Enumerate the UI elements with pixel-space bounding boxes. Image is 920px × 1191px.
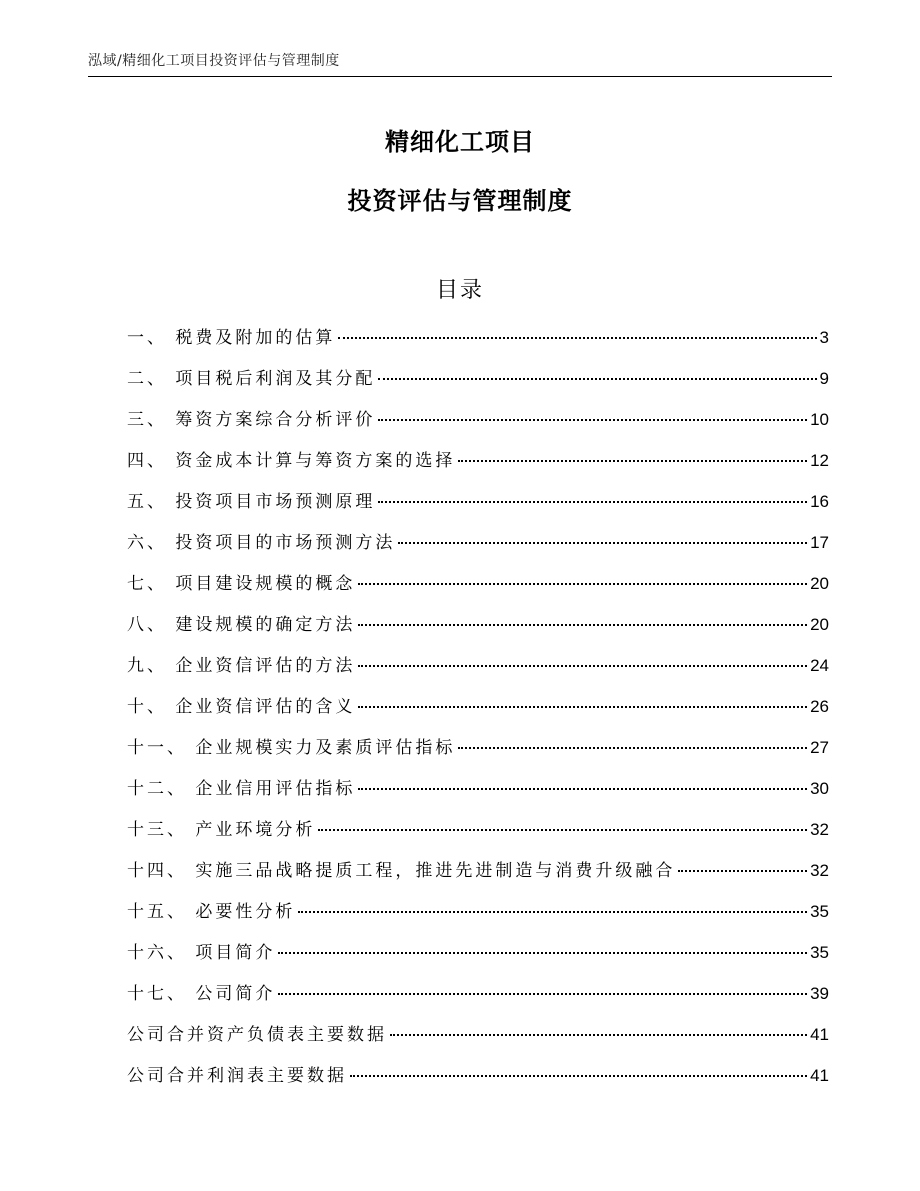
toc-entry-page: 9 xyxy=(819,369,829,388)
toc-entry[interactable] xyxy=(127,897,829,938)
toc-entry-page: 30 xyxy=(810,779,829,798)
toc-heading: 目录 xyxy=(435,278,484,303)
toc-entry-label: 十六、 项目简介 xyxy=(127,943,276,963)
table-of-contents xyxy=(127,323,829,1102)
running-header: 泓域/精细化工项目投资评估与管理制度 xyxy=(88,53,340,69)
toc-dot-leader xyxy=(338,337,816,339)
toc-dot-leader xyxy=(678,870,807,872)
toc-entry-page: 41 xyxy=(810,1025,829,1044)
toc-entry-page: 24 xyxy=(810,656,829,675)
toc-dot-leader xyxy=(358,583,807,585)
toc-entry-page: 20 xyxy=(810,615,829,634)
toc-entry-page: 27 xyxy=(810,738,829,757)
toc-entry[interactable] xyxy=(127,938,829,979)
toc-entry[interactable] xyxy=(127,1061,829,1102)
toc-entry-page: 10 xyxy=(810,410,829,429)
toc-entry-page: 26 xyxy=(810,697,829,716)
toc-entry[interactable] xyxy=(127,1020,829,1061)
toc-entry[interactable] xyxy=(127,405,829,446)
toc-entry-label: 五、 投资项目市场预测原理 xyxy=(127,492,376,512)
toc-entry-label: 七、 项目建设规模的概念 xyxy=(127,574,356,594)
toc-entry-label: 十五、 必要性分析 xyxy=(127,902,296,922)
toc-dot-leader xyxy=(350,1075,807,1077)
toc-entry-label: 九、 企业资信评估的方法 xyxy=(127,656,356,676)
toc-entry-label: 公司合并资产负债表主要数据 xyxy=(127,1025,387,1045)
toc-entry-page: 20 xyxy=(810,574,829,593)
toc-entry[interactable] xyxy=(127,692,829,733)
toc-dot-leader xyxy=(318,829,807,831)
toc-entry-page: 17 xyxy=(810,533,829,552)
toc-entry[interactable] xyxy=(127,979,829,1020)
toc-dot-leader xyxy=(278,993,807,995)
toc-entry[interactable] xyxy=(127,364,829,405)
toc-entry-page: 32 xyxy=(810,820,829,839)
toc-entry[interactable] xyxy=(127,323,829,364)
document-title-line2: 投资评估与管理制度 xyxy=(347,187,573,215)
toc-dot-leader xyxy=(378,501,807,503)
toc-dot-leader xyxy=(378,419,807,421)
toc-dot-leader xyxy=(358,788,807,790)
toc-dot-leader xyxy=(278,952,807,954)
toc-dot-leader xyxy=(390,1034,807,1036)
toc-entry-page: 32 xyxy=(810,861,829,880)
toc-entry-page: 3 xyxy=(819,328,829,347)
toc-dot-leader xyxy=(458,460,807,462)
toc-entry-page: 39 xyxy=(810,984,829,1003)
toc-dot-leader xyxy=(458,747,807,749)
toc-dot-leader xyxy=(298,911,807,913)
toc-entry-label: 十二、 企业信用评估指标 xyxy=(127,779,356,799)
toc-entry-label: 十七、 公司简介 xyxy=(127,984,276,1004)
toc-entry[interactable] xyxy=(127,774,829,815)
toc-entry-label: 二、 项目税后利润及其分配 xyxy=(127,369,376,389)
toc-entry-label: 十、 企业资信评估的含义 xyxy=(127,697,356,717)
toc-entry-page: 41 xyxy=(810,1066,829,1085)
toc-entry-page: 35 xyxy=(810,943,829,962)
toc-entry[interactable] xyxy=(127,487,829,528)
toc-dot-leader xyxy=(358,624,807,626)
toc-entry-label: 四、 资金成本计算与筹资方案的选择 xyxy=(127,451,456,471)
toc-entry[interactable] xyxy=(127,610,829,651)
toc-entry[interactable] xyxy=(127,446,829,487)
toc-entry-label: 十四、 实施三品战略提质工程，推进先进制造与消费升级融合 xyxy=(127,861,676,881)
toc-entry-page: 35 xyxy=(810,902,829,921)
toc-entry-label: 六、 投资项目的市场预测方法 xyxy=(127,533,396,553)
toc-entry-label: 十一、 企业规模实力及素质评估指标 xyxy=(127,738,456,758)
toc-entry-page: 12 xyxy=(810,451,829,470)
toc-entry-label: 八、 建设规模的确定方法 xyxy=(127,615,356,635)
toc-entry-label: 一、 税费及附加的估算 xyxy=(127,328,336,348)
toc-entry[interactable] xyxy=(127,815,829,856)
toc-dot-leader xyxy=(378,378,816,380)
toc-entry-label: 十三、 产业环境分析 xyxy=(127,820,316,840)
toc-dot-leader xyxy=(398,542,807,544)
toc-entry[interactable] xyxy=(127,528,829,569)
toc-dot-leader xyxy=(358,706,807,708)
toc-entry[interactable] xyxy=(127,733,829,774)
toc-entry[interactable] xyxy=(127,569,829,610)
toc-entry-label: 公司合并利润表主要数据 xyxy=(127,1066,347,1086)
toc-entry[interactable] xyxy=(127,856,829,897)
toc-entry-label: 三、 筹资方案综合分析评价 xyxy=(127,410,376,430)
toc-dot-leader xyxy=(358,665,807,667)
document-title-line1: 精细化工项目 xyxy=(385,128,535,156)
toc-entry[interactable] xyxy=(127,651,829,692)
toc-entry-page: 16 xyxy=(810,492,829,511)
header-rule xyxy=(88,76,832,77)
